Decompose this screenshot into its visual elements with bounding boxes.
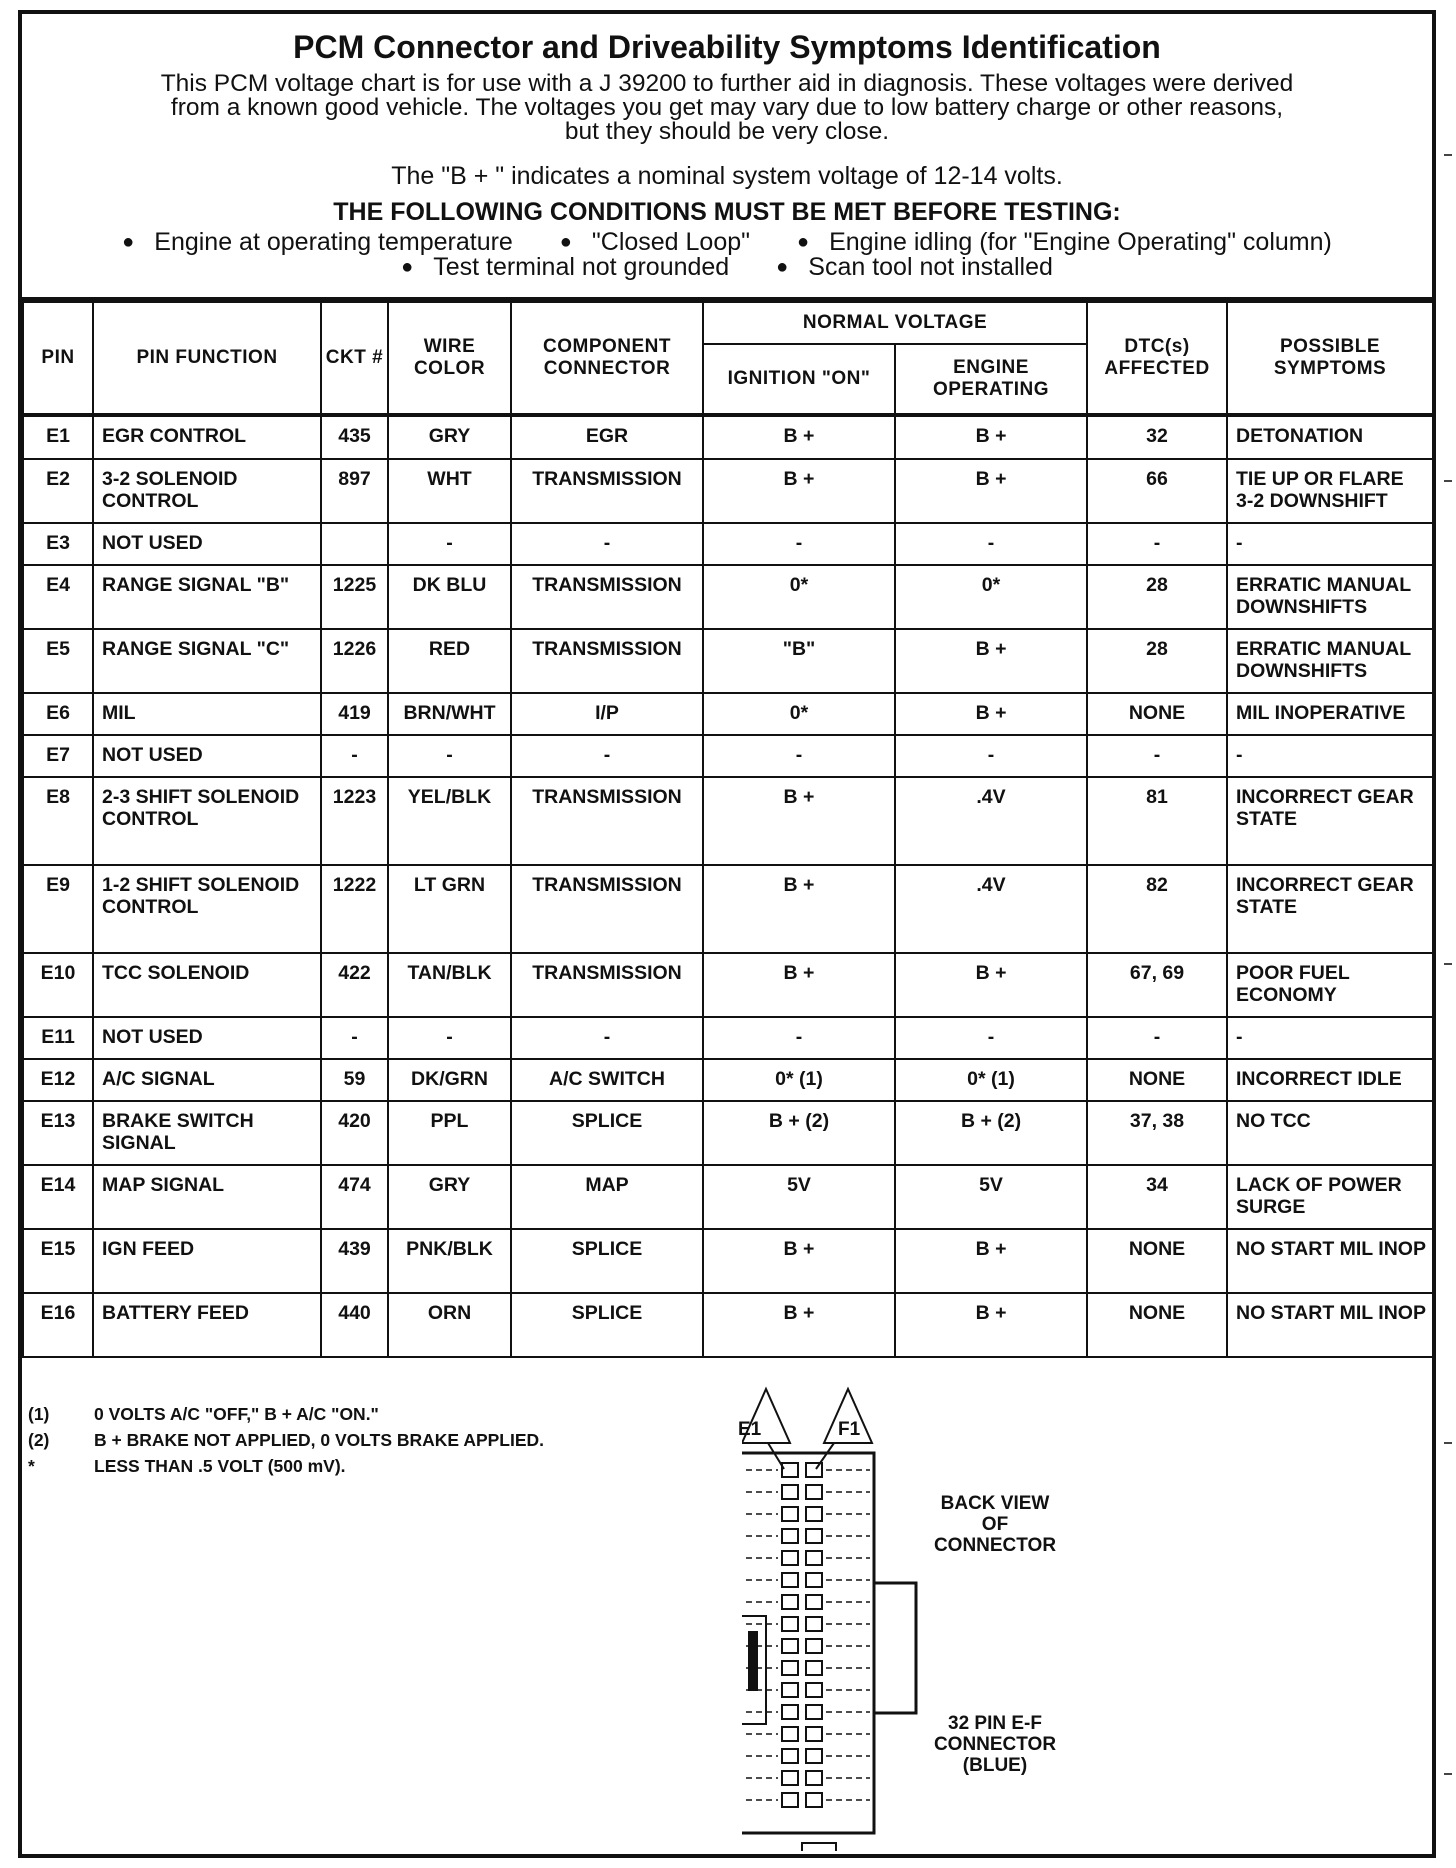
- wire-color-cell: BRN/WHT: [388, 693, 511, 735]
- pin-cell: E5: [23, 629, 93, 693]
- header-component-connector: COMPONENT CONNECTOR: [511, 302, 703, 415]
- engine-operating-cell: B + (2): [895, 1101, 1087, 1165]
- component-cell: EGR: [511, 415, 703, 459]
- pin-cell: E1: [23, 415, 93, 459]
- ignition-on-cell: B +: [703, 777, 895, 865]
- dtc-cell: -: [1087, 1017, 1227, 1059]
- pin-cell: E2: [23, 459, 93, 523]
- function-cell: 3-2 SOLENOID CONTROL: [93, 459, 321, 523]
- table-row: [23, 1229, 1433, 1293]
- ckt-cell: 439: [321, 1229, 388, 1293]
- header-ckt: CKT #: [321, 302, 388, 415]
- table-row: [23, 565, 1433, 629]
- table-row: [23, 1165, 1433, 1229]
- pin-cavity: [782, 1793, 798, 1807]
- component-cell: SPLICE: [511, 1293, 703, 1357]
- wire-color-cell: DK/GRN: [388, 1059, 511, 1101]
- margin-tick: [1444, 1442, 1452, 1444]
- pin-cell: E16: [23, 1293, 93, 1357]
- function-cell: TCC SOLENOID: [93, 953, 321, 1017]
- dtc-cell: 37, 38: [1087, 1101, 1227, 1165]
- margin-tick: [1444, 1773, 1452, 1775]
- pcm-voltage-table: [22, 301, 1434, 1358]
- component-cell: SPLICE: [511, 1101, 703, 1165]
- bullet-icon: ●: [122, 231, 135, 253]
- component-cell: TRANSMISSION: [511, 777, 703, 865]
- table-row: [23, 865, 1433, 953]
- condition-item: ● Scan tool not installed: [776, 253, 1053, 281]
- dtc-cell: NONE: [1087, 1229, 1227, 1293]
- ignition-on-cell: "B": [703, 629, 895, 693]
- intro-text: [62, 72, 1392, 144]
- table-row: [23, 459, 1433, 523]
- table-row: [23, 523, 1433, 565]
- function-cell: IGN FEED: [93, 1229, 321, 1293]
- condition-item: ● "Closed Loop": [559, 228, 751, 256]
- bullet-icon: ●: [776, 256, 789, 278]
- pin-cell: E9: [23, 865, 93, 953]
- header-ignition-on: IGNITION "ON": [703, 344, 895, 415]
- footer-block: [22, 1361, 1432, 1858]
- pin-cavity: [782, 1683, 798, 1697]
- engine-operating-cell: B +: [895, 1229, 1087, 1293]
- pin-cavity: [782, 1463, 798, 1477]
- pin-cavity: [782, 1771, 798, 1785]
- pin-cell: E3: [23, 523, 93, 565]
- ignition-on-cell: -: [703, 735, 895, 777]
- component-cell: -: [511, 735, 703, 777]
- ckt-cell: 422: [321, 953, 388, 1017]
- engine-operating-cell: B +: [895, 1293, 1087, 1357]
- ignition-on-cell: 0*: [703, 565, 895, 629]
- symptom-cell: LACK OF POWER SURGE: [1227, 1165, 1433, 1229]
- ignition-on-cell: B +: [703, 953, 895, 1017]
- pin-cavities: [742, 1463, 870, 1807]
- component-cell: TRANSMISSION: [511, 565, 703, 629]
- ignition-on-cell: 5V: [703, 1165, 895, 1229]
- function-cell: NOT USED: [93, 735, 321, 777]
- wire-color-cell: YEL/BLK: [388, 777, 511, 865]
- header-possible-symptoms: POSSIBLE SYMPTOMS: [1227, 302, 1433, 415]
- function-cell: 1-2 SHIFT SOLENOID CONTROL: [93, 865, 321, 953]
- pin-cavity: [782, 1551, 798, 1565]
- function-cell: BATTERY FEED: [93, 1293, 321, 1357]
- dtc-cell: NONE: [1087, 1293, 1227, 1357]
- symptom-cell: INCORRECT GEAR STATE: [1227, 777, 1433, 865]
- pin-cell: E14: [23, 1165, 93, 1229]
- table-row: [23, 777, 1433, 865]
- component-cell: A/C SWITCH: [511, 1059, 703, 1101]
- ckt-cell: 474: [321, 1165, 388, 1229]
- engine-operating-cell: B +: [895, 693, 1087, 735]
- pin-cavity: [806, 1639, 822, 1653]
- footnotes: [28, 1401, 544, 1479]
- component-cell: SPLICE: [511, 1229, 703, 1293]
- pin-cavity: [782, 1507, 798, 1521]
- dtc-cell: -: [1087, 735, 1227, 777]
- header-block: [22, 14, 1432, 301]
- pin-cavity: [782, 1727, 798, 1741]
- f1-label: F1: [838, 1419, 861, 1440]
- component-cell: -: [511, 1017, 703, 1059]
- condition-item: ● Engine idling (for "Engine Operating" column): [796, 228, 1332, 256]
- table-row: [23, 629, 1433, 693]
- pin-cavity: [782, 1573, 798, 1587]
- table-row: [23, 953, 1433, 1017]
- dtc-cell: 66: [1087, 459, 1227, 523]
- wire-color-cell: -: [388, 1017, 511, 1059]
- engine-operating-cell: B +: [895, 629, 1087, 693]
- component-cell: -: [511, 523, 703, 565]
- symptom-cell: ERRATIC MANUAL DOWNSHIFTS: [1227, 629, 1433, 693]
- dtc-cell: 81: [1087, 777, 1227, 865]
- margin-tick: [1444, 154, 1452, 156]
- component-cell: TRANSMISSION: [511, 459, 703, 523]
- dtc-cell: 28: [1087, 629, 1227, 693]
- footnote-3: * LESS THAN .5 VOLT (500 mV).: [28, 1456, 346, 1476]
- function-cell: BRAKE SWITCH SIGNAL: [93, 1101, 321, 1165]
- pin-cavity: [806, 1683, 822, 1697]
- pin-cavity: [806, 1595, 822, 1609]
- wire-color-cell: -: [388, 523, 511, 565]
- function-cell: MAP SIGNAL: [93, 1165, 321, 1229]
- table-row: [23, 1293, 1433, 1357]
- pin-cavity: [782, 1529, 798, 1543]
- ignition-on-cell: B +: [703, 1293, 895, 1357]
- dtc-cell: NONE: [1087, 693, 1227, 735]
- margin-tick: [1444, 963, 1452, 965]
- symptom-cell: NO TCC: [1227, 1101, 1433, 1165]
- engine-operating-cell: .4V: [895, 777, 1087, 865]
- function-cell: RANGE SIGNAL "C": [93, 629, 321, 693]
- symptom-cell: POOR FUEL ECONOMY: [1227, 953, 1433, 1017]
- symptom-cell: -: [1227, 1017, 1433, 1059]
- ckt-cell: 420: [321, 1101, 388, 1165]
- conditions-line-1: [22, 230, 1432, 255]
- pin-cavity: [782, 1639, 798, 1653]
- symptom-cell: INCORRECT GEAR STATE: [1227, 865, 1433, 953]
- connector-description: 32 PIN E-F CONNECTOR (BLUE): [933, 1713, 1057, 1776]
- pin-cell: E13: [23, 1101, 93, 1165]
- symptom-cell: NO START MIL INOP: [1227, 1293, 1433, 1357]
- symptom-cell: DETONATION: [1227, 415, 1433, 459]
- pin-cavity: [806, 1573, 822, 1587]
- function-cell: RANGE SIGNAL "B": [93, 565, 321, 629]
- component-cell: TRANSMISSION: [511, 629, 703, 693]
- ignition-on-cell: -: [703, 523, 895, 565]
- pin-cavity: [782, 1485, 798, 1499]
- ignition-on-cell: B +: [703, 415, 895, 459]
- engine-operating-cell: B +: [895, 415, 1087, 459]
- ckt-cell: -: [321, 1017, 388, 1059]
- dtc-cell: NONE: [1087, 1059, 1227, 1101]
- table-row: [23, 1059, 1433, 1101]
- ignition-on-cell: B +: [703, 865, 895, 953]
- ckt-cell: 1225: [321, 565, 388, 629]
- pin-cavity: [782, 1749, 798, 1763]
- header-engine-operating: ENGINE OPERATING: [895, 344, 1087, 415]
- ckt-cell: 1226: [321, 629, 388, 693]
- header-wire-color: WIRE COLOR: [388, 302, 511, 415]
- wire-color-cell: GRY: [388, 1165, 511, 1229]
- table-row: [23, 415, 1433, 459]
- bullet-icon: ●: [796, 231, 810, 253]
- function-cell: MIL: [93, 693, 321, 735]
- header-pin-function: PIN FUNCTION: [93, 302, 321, 415]
- engine-operating-cell: -: [895, 523, 1087, 565]
- side-lock: [874, 1583, 916, 1713]
- bullet-icon: ●: [559, 231, 572, 253]
- engine-operating-cell: B +: [895, 953, 1087, 1017]
- ignition-on-cell: B +: [703, 1229, 895, 1293]
- pin-cell: E7: [23, 735, 93, 777]
- wire-color-cell: WHT: [388, 459, 511, 523]
- wire-color-cell: PPL: [388, 1101, 511, 1165]
- symptom-cell: ERRATIC MANUAL DOWNSHIFTS: [1227, 565, 1433, 629]
- ckt-cell: 59: [321, 1059, 388, 1101]
- table-row: [23, 735, 1433, 777]
- pin-cell: E15: [23, 1229, 93, 1293]
- ckt-cell: 435: [321, 415, 388, 459]
- connector-diagram: [738, 1381, 1057, 1856]
- engine-operating-cell: .4V: [895, 865, 1087, 953]
- ckt-cell: 897: [321, 459, 388, 523]
- ckt-cell: 440: [321, 1293, 388, 1357]
- function-cell: NOT USED: [93, 1017, 321, 1059]
- table-body: [23, 415, 1433, 1357]
- pin-cavity: [806, 1485, 822, 1499]
- symptom-cell: NO START MIL INOP: [1227, 1229, 1433, 1293]
- footnote-1: (1) 0 VOLTS A/C "OFF," B + A/C "ON.": [28, 1404, 379, 1424]
- dtc-cell: 28: [1087, 565, 1227, 629]
- pin-cavity: [782, 1705, 798, 1719]
- component-cell: TRANSMISSION: [511, 953, 703, 1017]
- intro-line-2: from a known good vehicle. The voltages you get may vary due to low battery charge or other reasons,: [170, 94, 1284, 121]
- intro-line-3: but they should be very close.: [564, 118, 890, 145]
- wire-color-cell: TAN/BLK: [388, 953, 511, 1017]
- conditions-title: THE FOLLOWING CONDITIONS MUST BE MET BEFORE TESTING:: [333, 198, 1121, 226]
- component-cell: I/P: [511, 693, 703, 735]
- ignition-on-cell: B + (2): [703, 1101, 895, 1165]
- pin-cell: E8: [23, 777, 93, 865]
- margin-tick: [1444, 480, 1452, 482]
- table-row: [23, 1101, 1433, 1165]
- pin-cell: E10: [23, 953, 93, 1017]
- engine-operating-cell: B +: [895, 459, 1087, 523]
- engine-operating-cell: 5V: [895, 1165, 1087, 1229]
- e1-label: E1: [738, 1419, 762, 1440]
- pin-cavity: [806, 1793, 822, 1807]
- engine-operating-cell: 0*: [895, 565, 1087, 629]
- ignition-on-cell: -: [703, 1017, 895, 1059]
- condition-item: ● Engine at operating temperature: [122, 228, 513, 256]
- wire-color-cell: PNK/BLK: [388, 1229, 511, 1293]
- wire-color-cell: GRY: [388, 415, 511, 459]
- table-row: [23, 1017, 1433, 1059]
- component-cell: MAP: [511, 1165, 703, 1229]
- wire-color-cell: RED: [388, 629, 511, 693]
- ckt-cell: 1222: [321, 865, 388, 953]
- pin-cavity: [782, 1595, 798, 1609]
- symptom-cell: -: [1227, 735, 1433, 777]
- pin-cavity: [782, 1661, 798, 1675]
- wire-color-cell: ORN: [388, 1293, 511, 1357]
- header-pin: PIN: [23, 302, 93, 415]
- function-cell: EGR CONTROL: [93, 415, 321, 459]
- pin-cavity: [806, 1551, 822, 1565]
- symptom-cell: INCORRECT IDLE: [1227, 1059, 1433, 1101]
- ckt-cell: 1223: [321, 777, 388, 865]
- symptom-cell: -: [1227, 523, 1433, 565]
- pin-cavity: [806, 1661, 822, 1675]
- dtc-cell: 82: [1087, 865, 1227, 953]
- conditions-line-2: [22, 255, 1432, 280]
- pin-cavity: [806, 1507, 822, 1521]
- ckt-cell: -: [321, 735, 388, 777]
- footnote-2: (2) B + BRAKE NOT APPLIED, 0 VOLTS BRAKE APPLIED.: [28, 1430, 545, 1450]
- pin-cavity: [806, 1617, 822, 1631]
- connector-drawing: [742, 1381, 1042, 1851]
- component-cell: TRANSMISSION: [511, 865, 703, 953]
- function-cell: 2-3 SHIFT SOLENOID CONTROL: [93, 777, 321, 865]
- wire-color-cell: LT GRN: [388, 865, 511, 953]
- bullet-icon: ●: [401, 256, 414, 278]
- engine-operating-cell: -: [895, 1017, 1087, 1059]
- back-view-label: BACK VIEW OF CONNECTOR: [933, 1493, 1057, 1556]
- document-frame: [18, 10, 1436, 1858]
- ignition-on-cell: 0*: [703, 693, 895, 735]
- engine-operating-cell: 0* (1): [895, 1059, 1087, 1101]
- table-row: [23, 693, 1433, 735]
- condition-item: ● Test terminal not grounded: [401, 253, 730, 281]
- dtc-cell: -: [1087, 523, 1227, 565]
- pin-cavity: [782, 1617, 798, 1631]
- wire-color-cell: -: [388, 735, 511, 777]
- page-title: PCM Connector and Driveability Symptoms Identification: [293, 29, 1161, 65]
- pin-cavity: [806, 1727, 822, 1741]
- header-dtc-affected: DTC(s) AFFECTED: [1087, 302, 1227, 415]
- ckt-cell: [321, 523, 388, 565]
- pin-cell: E12: [23, 1059, 93, 1101]
- header-normal-voltage: NORMAL VOLTAGE: [703, 302, 1087, 344]
- connector-body: [742, 1453, 874, 1833]
- pin-cavity: [806, 1749, 822, 1763]
- dtc-cell: 67, 69: [1087, 953, 1227, 1017]
- wire-color-cell: DK BLU: [388, 565, 511, 629]
- pin-cell: E4: [23, 565, 93, 629]
- ckt-cell: 419: [321, 693, 388, 735]
- symptom-cell: MIL INOPERATIVE: [1227, 693, 1433, 735]
- pin-cell: E6: [23, 693, 93, 735]
- pin-cell: E11: [23, 1017, 93, 1059]
- intro-line-1: This PCM voltage chart is for use with a J 39200 to further aid in diagnosis. These voltages were derived: [160, 70, 1294, 97]
- engine-operating-cell: -: [895, 735, 1087, 777]
- function-cell: A/C SIGNAL: [93, 1059, 321, 1101]
- pin-cavity: [806, 1705, 822, 1719]
- function-cell: NOT USED: [93, 523, 321, 565]
- symptom-cell: TIE UP OR FLARE 3-2 DOWNSHIFT: [1227, 459, 1433, 523]
- pin-cavity: [806, 1529, 822, 1543]
- ignition-on-cell: 0* (1): [703, 1059, 895, 1101]
- nominal-voltage-note: The "B + " indicates a nominal system voltage of 12-14 volts.: [391, 162, 1063, 190]
- pin-cavity: [806, 1771, 822, 1785]
- ignition-on-cell: B +: [703, 459, 895, 523]
- dtc-cell: 34: [1087, 1165, 1227, 1229]
- dtc-cell: 32: [1087, 415, 1227, 459]
